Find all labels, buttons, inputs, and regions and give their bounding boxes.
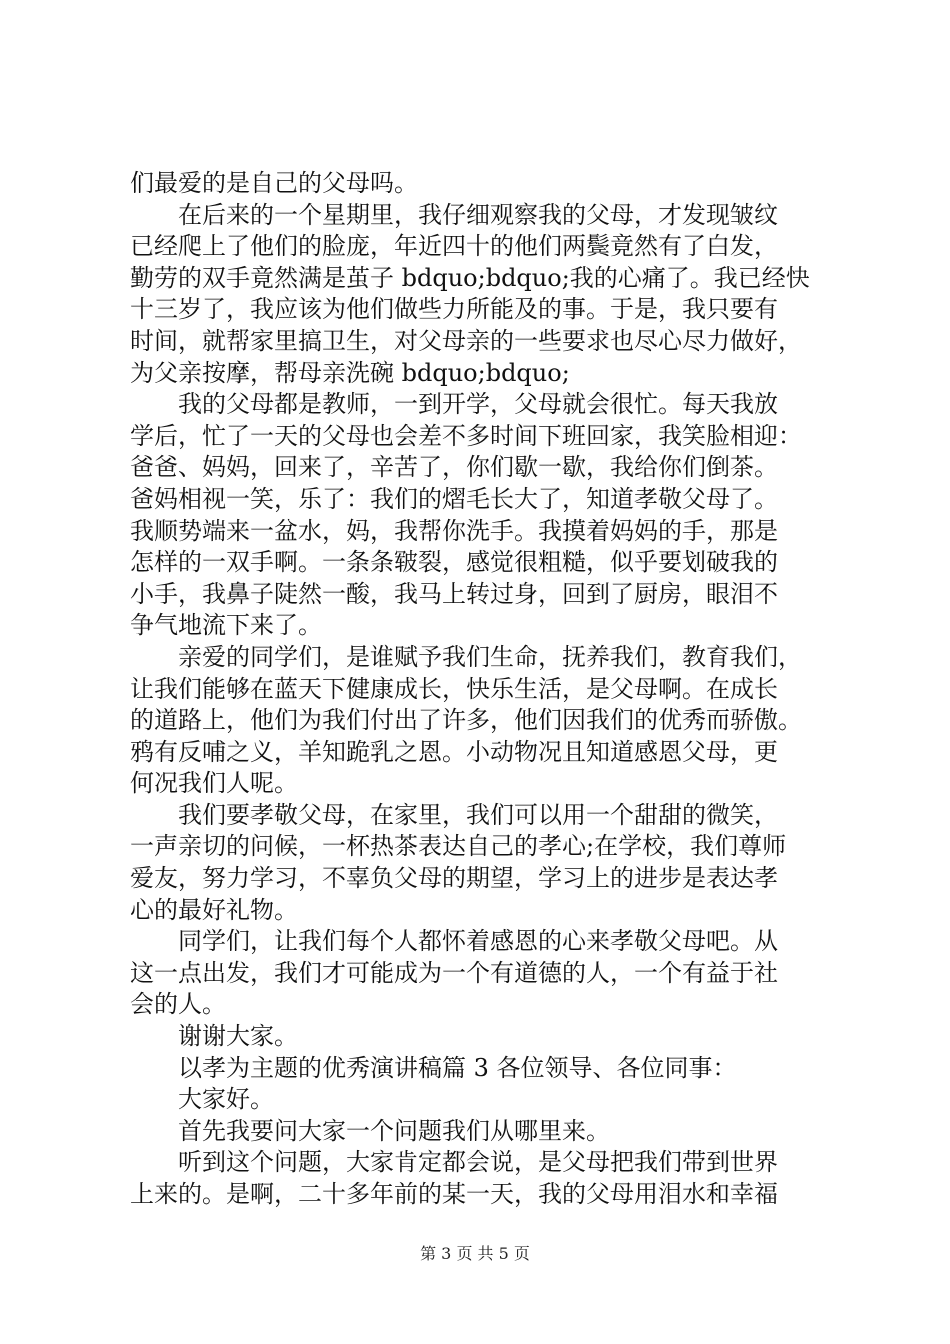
text-line: 十三岁了，我应该为他们做些力所能及的事。于是，我只要有	[130, 295, 778, 324]
page-footer: 第 3 页 共 5 页	[420, 1244, 530, 1263]
text-line: 为父亲按摩，帮母亲洗碗 bdquo;bdquo;	[130, 358, 570, 387]
text-line: 爸妈相视一笑，乐了：我们的熠毛长大了，知道孝敬父母了。	[130, 484, 778, 513]
text-line: 听到这个问题，大家肯定都会说，是父母把我们带到世界	[178, 1148, 778, 1177]
text-line: 亲爱的同学们，是谁赋予我们生命，抚养我们，教育我们，	[178, 642, 802, 671]
text-line: 在后来的一个星期里，我仔细观察我的父母，才发现皱纹	[178, 200, 778, 229]
text-line: 的道路上，他们为我们付出了许多，他们因我们的优秀而骄傲。	[130, 706, 802, 735]
document-body	[130, 168, 830, 1211]
text-line: 同学们，让我们每个人都怀着感恩的心来孝敬父母吧。从	[178, 927, 778, 956]
text-line: 首先我要问大家一个问题我们从哪里来。	[178, 1116, 610, 1145]
text-line: 爸爸、妈妈，回来了，辛苦了，你们歇一歇，我给你们倒茶。	[130, 453, 778, 482]
text-line: 我的父母都是教师，一到开学，父母就会很忙。每天我放	[178, 390, 778, 419]
text-line: 上来的。是啊，二十多年前的某一天，我的父母用泪水和幸福	[130, 1180, 778, 1208]
text-line: 谢谢大家。	[178, 1022, 298, 1051]
text-line: 时间，就帮家里搞卫生，对父母亲的一些要求也尽心尽力做好，	[130, 326, 802, 355]
text-line: 我顺势端来一盆水，妈，我帮你洗手。我摸着妈妈的手，那是	[130, 516, 778, 545]
text-line: 已经爬上了他们的脸庞，年近四十的他们两鬓竟然有了白发，	[130, 232, 778, 261]
text-line: 会的人。	[130, 990, 226, 1019]
text-line: 让我们能够在蓝天下健康成长，快乐生活，是父母啊。在成长	[130, 674, 778, 703]
text-line: 大家好。	[178, 1085, 274, 1114]
text-line: 一声亲切的问候，一杯热茶表达自己的孝心;在学校，我们尊师	[130, 832, 787, 861]
text-line: 鸦有反哺之义，羊知跪乳之恩。小动物况且知道感恩父母，更	[130, 737, 778, 766]
text-line: 何况我们人呢。	[130, 769, 298, 798]
text-line: 这一点出发，我们才可能成为一个有道德的人，一个有益于社	[130, 958, 778, 987]
text-line: 争气地流下来了。	[130, 611, 322, 640]
text-line: 爱友，努力学习，不辜负父母的期望，学习上的进步是表达孝	[130, 864, 778, 893]
text-line: 心的最好礼物。	[130, 895, 298, 924]
text-line: 以孝为主题的优秀演讲稿篇 3 各位领导、各位同事：	[178, 1053, 737, 1082]
text-line: 我们要孝敬父母，在家里，我们可以用一个甜甜的微笑，	[178, 800, 778, 829]
text-line: 们最爱的是自己的父母吗。	[130, 169, 418, 197]
text-line: 学后，忙了一天的父母也会差不多时间下班回家，我笑脸相迎：	[130, 421, 802, 450]
text-line: 怎样的一双手啊。一条条皲裂，感觉很粗糙，似乎要划破我的	[130, 548, 778, 577]
text-line: 勤劳的双手竟然满是茧子 bdquo;bdquo;我的心痛了。我已经快	[130, 263, 810, 292]
text-line: 小手，我鼻子陡然一酸，我马上转过身，回到了厨房，眼泪不	[130, 579, 778, 608]
